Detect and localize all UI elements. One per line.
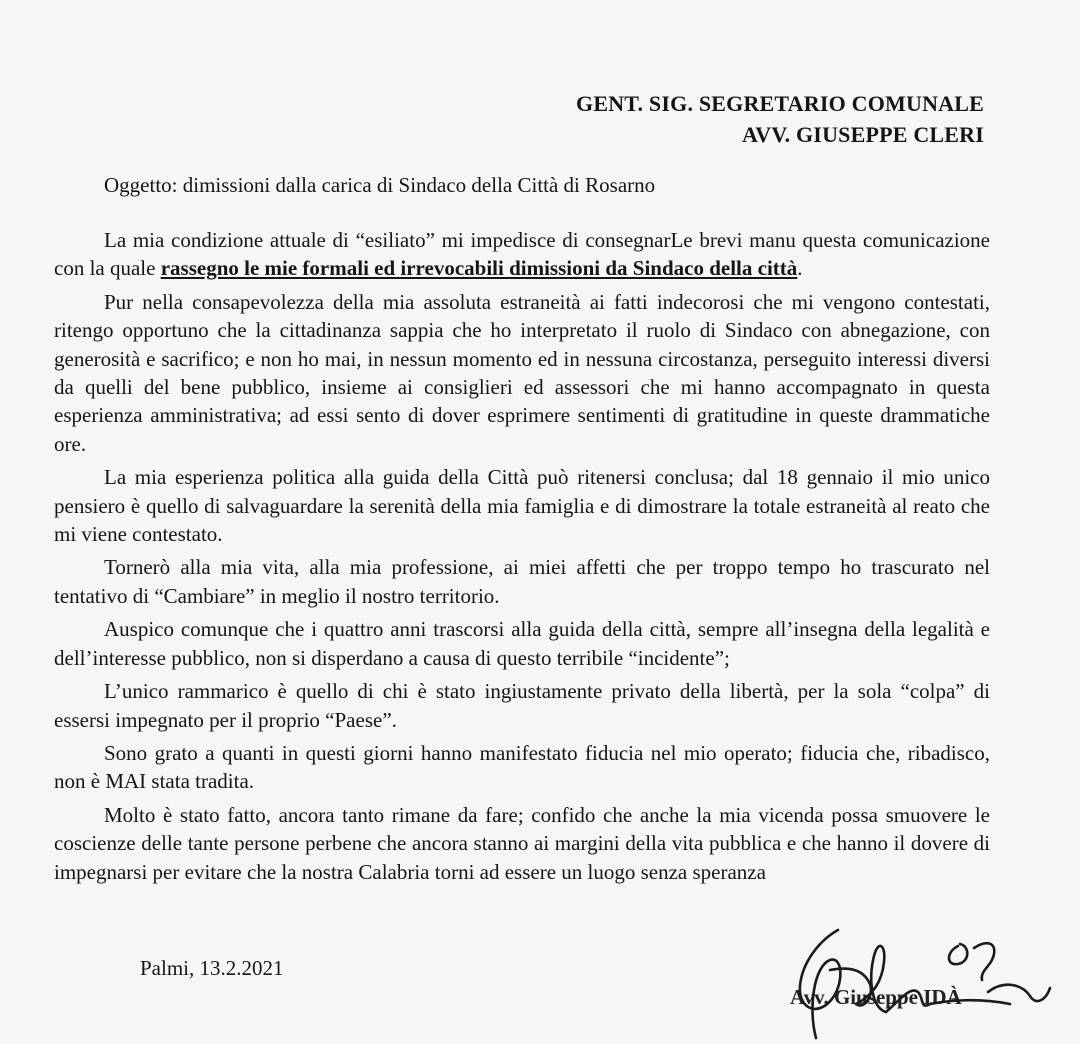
paragraph-7: Sono grato a quanti in questi giorni hanno manifestato fiducia nel mio operato; fiducia che, ribadisco, non è MAI stata tradita.	[54, 740, 990, 794]
subject-line: Oggetto: dimissioni dalla carica di Sindaco della Città di Rosarno	[104, 173, 656, 197]
recipient-block	[576, 88, 984, 150]
typed-signature: Avv. Giuseppe IDÀ	[790, 985, 962, 1009]
place-date: Palmi, 13.2.2021	[140, 956, 284, 980]
paragraph-6: L’unico rammarico è quello di chi è stato ingiustamente privato della libertà, per la sola “colpa” di essersi impegnato per il proprio “Paese”.	[54, 679, 990, 732]
resignation-statement: rassegno le mie formali ed irrevocabili dimissioni da Sindaco della città	[160, 256, 798, 281]
recipient-name: AVV. GIUSEPPE CLERI	[742, 122, 984, 147]
paragraph-4: Tornerò alla mia vita, alla mia professione, ai miei affetti che per troppo tempo ho trascurato nel tentativo di “Cambiare” in meglio il nostro territorio.	[54, 555, 990, 608]
paragraph-1	[54, 226, 990, 283]
paragraph-3: La mia esperienza politica alla guida della Città può ritenersi conclusa; dal 18 gennaio il mio unico pensiero è quello di salvaguardare la serenità della mia famiglia e di dimostrare la totale estraneità al reato che mi viene contestato.	[54, 465, 990, 547]
paragraph-1-end: .	[797, 256, 803, 281]
recipient-title: GENT. SIG. SEGRETARIO COMUNALE	[576, 91, 984, 116]
paragraph-5: Auspico comunque che i quattro anni trascorsi alla guida della città, sempre all’insegna della legalità e dell’interesse pubblico, non si disperdano a causa di questo terribile “incidente”;	[54, 617, 990, 670]
letter-body	[54, 226, 990, 891]
paragraph-8: Molto è stato fatto, ancora tanto rimane da fare; confido che anche la mia vicenda possa smuovere le coscienze delle tante persone perbene che ancora stanno ai margini della vita pubblica e che hanno il dovere di impegnarsi per evitare che la nostra Calabria torni ad essere un luogo senza speranza	[54, 802, 990, 884]
handwritten-signature	[760, 900, 1060, 1044]
paragraph-1-text: La mia condizione attuale di “esiliato” mi impedisce di consegnarLe brevi manu questa comunicazione con la quale	[54, 228, 990, 281]
paragraph-2: Pur nella consapevolezza della mia assoluta estraneità ai fatti indecorosi che mi vengono contestati, ritengo opportuno che la cittadinanza sappia che ho interpretato il ruolo di Sindaco con abnegazione, con generosità e sacrifico; e non ho mai, in nessun momento ed in nessuna circostanza, perseguito interessi diversi da quelli del bene pubblico, insieme ai consiglieri ed assessori che mi hanno accompagnato in questa esperienza amministrativa; ad essi sento di dover esprimere sentimenti di gratitudine in queste drammatiche ore.	[54, 289, 990, 456]
